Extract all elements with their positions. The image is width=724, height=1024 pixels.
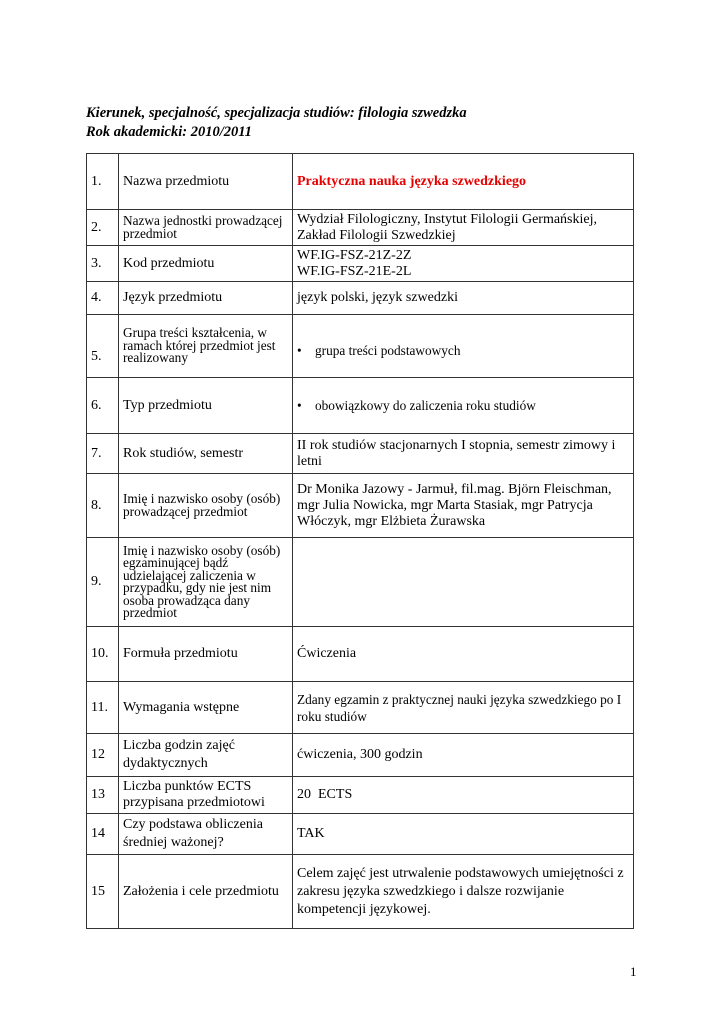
row-label: Imię i nazwisko osoby (osób) prowadzącej przedmiot [119, 474, 293, 538]
row-label: Typ przedmiotu [119, 378, 293, 434]
bullet: • [297, 343, 302, 358]
row-label: Nazwa przedmiotu [119, 154, 293, 210]
row-number: 14 [87, 814, 119, 855]
row-value [293, 538, 634, 627]
row-value: Ćwiczenia [293, 627, 634, 682]
page-number: 1 [630, 964, 637, 979]
table-row [87, 855, 634, 929]
row-value: Wydział Filologiczny, Instytut Filologii Germańskiej, Zakład Filologii Szwedzkiej [293, 210, 634, 246]
row-value: ćwiczenia, 300 godzin [293, 734, 634, 777]
row-number: 1. [87, 154, 119, 210]
table-row [87, 814, 634, 855]
row-number: 2. [87, 210, 119, 246]
row-number: 3. [87, 246, 119, 282]
table-row [87, 734, 634, 777]
table-row [87, 627, 634, 682]
row-label: Język przedmiotu [119, 282, 293, 315]
bullet-text: obowiązkowy do zaliczenia roku studiów [315, 398, 536, 413]
row-value: 20 ECTS [293, 777, 634, 814]
course-code-line: WF.IG-FSZ-21E-2L [297, 263, 412, 279]
row-number: 6. [87, 378, 119, 434]
row-label: Czy podstawa obliczenia średniej ważonej? [119, 814, 293, 855]
table-row [87, 378, 634, 434]
row-number: 9. [87, 538, 119, 627]
row-number: 4. [87, 282, 119, 315]
table-row [87, 777, 634, 814]
course-code-line: WF.IG-FSZ-21Z-2Z [297, 247, 412, 263]
table-row [87, 246, 634, 282]
row-label: Liczba punktów ECTS przypisana przedmiotowi [119, 777, 293, 814]
row-value: II rok studiów stacjonarnych I stopnia, semestr zimowy i letni [293, 434, 634, 474]
row-label: Nazwa jednostki prowadzącej przedmiot [119, 210, 293, 246]
row-value [293, 378, 634, 434]
table-row [87, 682, 634, 734]
row-value: język polski, język szwedzki [293, 282, 634, 315]
course-name-value: Praktyczna nauka języka szwedzkiego [293, 154, 634, 210]
table-row [87, 538, 634, 627]
row-label: Formuła przedmiotu [119, 627, 293, 682]
row-number: 11. [87, 682, 119, 734]
row-value: Zdany egzamin z praktycznej nauki języka szwedzkiego po I roku studiów [293, 682, 634, 734]
bullet: • [297, 398, 302, 413]
table-row [87, 474, 634, 538]
course-code-value [293, 246, 634, 282]
instructors-value: Dr Monika Jazowy - Jarmuł, fil.mag. Björn Fleischman, mgr Julia Nowicka, mgr Marta Stasiak, mgr Patrycja Włóczyk, mgr Elżbieta Żurawska [293, 474, 634, 538]
row-label: Imię i nazwisko osoby (osób) egzaminującej bądź udzielającej zaliczenia w przypadku, gdy nie jest nim osoba prowadząca dany przedmiot [119, 538, 293, 627]
row-label: Liczba godzin zajęć dydaktycznych [119, 734, 293, 777]
row-value [293, 315, 634, 378]
row-number: 8. [87, 474, 119, 538]
row-number: 15 [87, 855, 119, 929]
row-number: 10. [87, 627, 119, 682]
document-header [86, 104, 467, 142]
table-row [87, 210, 634, 246]
row-number: 13 [87, 777, 119, 814]
row-value: Celem zajęć jest utrwalenie podstawowych umiejętności z zakresu języka szwedzkiego i dalsze rozwijanie kompetencji językowej. [293, 855, 634, 929]
row-number: 12 [87, 734, 119, 777]
row-label: Wymagania wstępne [119, 682, 293, 734]
row-label: Rok studiów, semestr [119, 434, 293, 474]
table-row [87, 434, 634, 474]
table-row [87, 154, 634, 210]
row-label: Założenia i cele przedmiotu [119, 855, 293, 929]
bullet-text: grupa treści podstawowych [315, 343, 461, 358]
row-label: Kod przedmiotu [119, 246, 293, 282]
syllabus-table [86, 153, 634, 929]
row-label: Grupa treści kształcenia, w ramach której przedmiot jest realizowany [119, 315, 293, 378]
row-number: 7. [87, 434, 119, 474]
row-number: 5. [87, 315, 119, 378]
header-program-line: Kierunek, specjalność, specjalizacja studiów: filologia szwedzka [86, 105, 467, 121]
row-value: TAK [293, 814, 634, 855]
header-academic-year: Rok akademicki: 2010/2011 [86, 124, 252, 140]
table-row [87, 282, 634, 315]
table-row [87, 315, 634, 378]
